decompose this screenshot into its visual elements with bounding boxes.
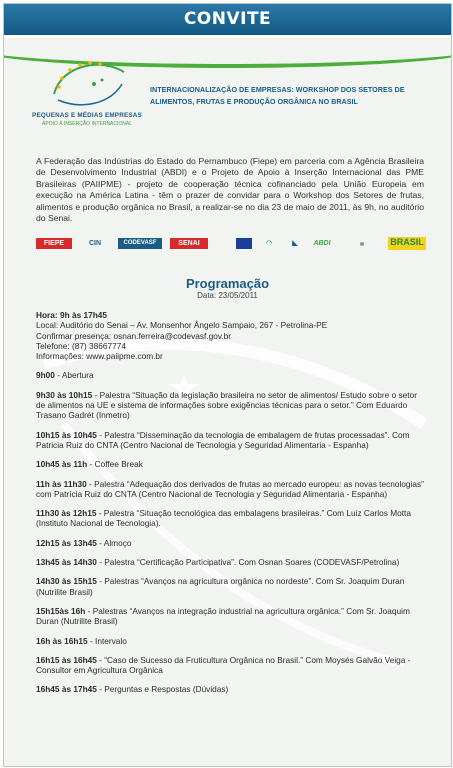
schedule-item	[36, 576, 426, 597]
eu-flag-icon	[236, 238, 252, 249]
schedule-item	[36, 606, 426, 627]
schedule-item	[36, 508, 426, 529]
partner-logo-icon: ◠	[265, 240, 273, 247]
intro-paragraph: A Federação das Indústrias do Estado do Pernambuco (Fiepe) em parceria com a Agência Brasileira de Desenvolvimento Industrial (ABDI) e o Projeto de Apoio à Inserção Internacional das PME Brasileiras (PAIIPME) - projeto de cooperação técnica cofinanciado pela União Europeia em execução na América Latina - têm o prazer de convidar para o Workshop dos Setores de frutas, alimentos e produção orgânica no Brasil, a realizar-se no dia 23 de maio de 2011, às 9h, no auditório do Senai.	[36, 156, 424, 224]
logo-org-name: PEQUENAS E MÉDIAS EMPRESAS	[32, 112, 142, 119]
schedule-time: 16h45 às 17h45	[36, 684, 97, 695]
schedule-desc: - Palestras “Avanços na agricultura orgânica no nordeste”. Com Sr. Joaquim Duran (Nutrilite Brasil)	[36, 576, 405, 597]
schedule-item	[36, 636, 426, 646]
schedule-desc: - Almoço	[96, 537, 132, 548]
schedule	[36, 310, 426, 704]
schedule-time: 11h às 11h30	[36, 478, 87, 489]
more-info-link[interactable]: Informações: www.paiipme.com.br	[36, 351, 163, 362]
schedule-item	[36, 459, 426, 469]
schedule-desc: - Perguntas e Respostas (Dúvidas)	[96, 684, 229, 695]
schedule-time: 16h às 16h15	[36, 635, 88, 646]
logo-org-subtitle: APOIO À INSERÇÃO INTERNACIONAL	[41, 121, 133, 127]
rsvp-email[interactable]: Confirmar presença: osnan.ferreira@codevasf.gov.br	[36, 330, 232, 341]
abdi-logo: ABDI	[313, 240, 331, 247]
schedule-time: 14h30 às 15h15	[36, 576, 97, 587]
codevasf-logo: CODEVASF	[118, 238, 162, 249]
event-hours: Hora: 9h às 17h45	[36, 310, 108, 320]
ministry-logo-icon: ◣	[292, 240, 298, 247]
schedule-time: 15h15às 16h	[36, 605, 86, 616]
workshop-title: INTERNACIONALIZAÇÃO DE EMPRESAS: WORKSHOP DOS SETORES DE ALIMENTOS, FRUTAS E PRODUÇÃO ORGÂNICA NO BRASIL	[150, 85, 405, 106]
schedule-desc: - Palestras “Avanços na integração industrial na agricultura orgânica.” Com Sr. Joaquim Duran (Nutrilite Brasil)	[36, 605, 410, 627]
partner-logos	[36, 236, 426, 252]
schedule-time: 10h15 às 10h45	[36, 429, 97, 440]
schedule-desc: - Palestra “Situação da legislação brasileira no setor de alimentos/ Estudo sobre o setor de alimentos na UE e sistema de informações sobre exigências técnicas para o setor.” Com Eduardo Trasano Gadrét (Inmetro)	[36, 389, 417, 421]
event-info	[36, 310, 426, 361]
phone: Telefone: (87) 38667774	[36, 340, 126, 351]
program-date: Data: 23/05/2011	[197, 291, 258, 300]
schedule-item	[36, 479, 426, 500]
cin-logo: CIN	[88, 240, 102, 247]
paiipme-logo	[32, 54, 142, 134]
schedule-time: 16h15 às 16h45	[36, 654, 97, 665]
senai-logo: SENAI	[170, 238, 208, 249]
invitation-card	[3, 3, 452, 767]
schedule-item	[36, 390, 426, 421]
schedule-item	[36, 370, 426, 380]
schedule-desc: - Palestra “Adequação dos derivados de frutas ao mercado europeu: as novas tecnologias” com Patrícia Ruiz do CNTA (Centro Nacional de Tecnologia y Seguridad Alimentaria - Espanha)	[36, 478, 424, 499]
schedule-desc: - Palestra “Disseminação da tecnologia de embalagem de frutas processadas”. Com Patricia Ruiz do CNTA (Centro Nacional de Tecnologia y Seguridad Alimentaria - Espanha)	[36, 429, 410, 450]
schedule-time: 9h30 às 10h15	[36, 389, 93, 400]
schedule-item	[36, 430, 426, 451]
mdic-logo-icon: ▤	[360, 241, 364, 246]
stars-logo-icon	[32, 54, 142, 112]
fiepe-logo: FIEPE	[36, 238, 72, 249]
schedule-item	[36, 655, 426, 676]
schedule-item	[36, 557, 426, 567]
schedule-desc: - Palestra “Situação tecnológica das embalagens brasileiras.” Com Luiz Carlos Motta (Instituto Nacional de Tecnologia).	[36, 508, 411, 529]
schedule-time: 9h00	[36, 370, 55, 381]
schedule-desc: - Palestra “Certificação Participativa”. Com Osnan Soares (CODEVASF/Petrolina)	[96, 557, 400, 568]
program-title: Programação	[185, 276, 270, 291]
schedule-item	[36, 538, 426, 548]
schedule-item	[36, 684, 426, 694]
schedule-desc: - Coffee Break	[87, 459, 143, 470]
brasil-logo: BRASIL	[388, 237, 426, 250]
schedule-desc: - “Caso de Sucesso da Fruticultura Orgânica no Brasil.” Com Moysés Galvão Veiga - Consultor em Agricultura Orgânica	[36, 654, 411, 676]
schedule-time: 10h45 às 11h	[36, 459, 88, 470]
event-location: Local: Auditório do Senai – Av. Monsenhor Ângelo Sampaio, 267 - Petrolina-PE	[36, 320, 328, 331]
schedule-desc: - Intervalo	[87, 635, 127, 646]
header-title: CONVITE	[183, 9, 272, 29]
schedule-time: 13h45 às 14h30	[36, 557, 97, 568]
schedule-time: 12h15 às 13h45	[36, 537, 97, 548]
schedule-desc: - Abertura	[54, 370, 94, 381]
schedule-time: 11h30 às 12h15	[36, 508, 97, 519]
